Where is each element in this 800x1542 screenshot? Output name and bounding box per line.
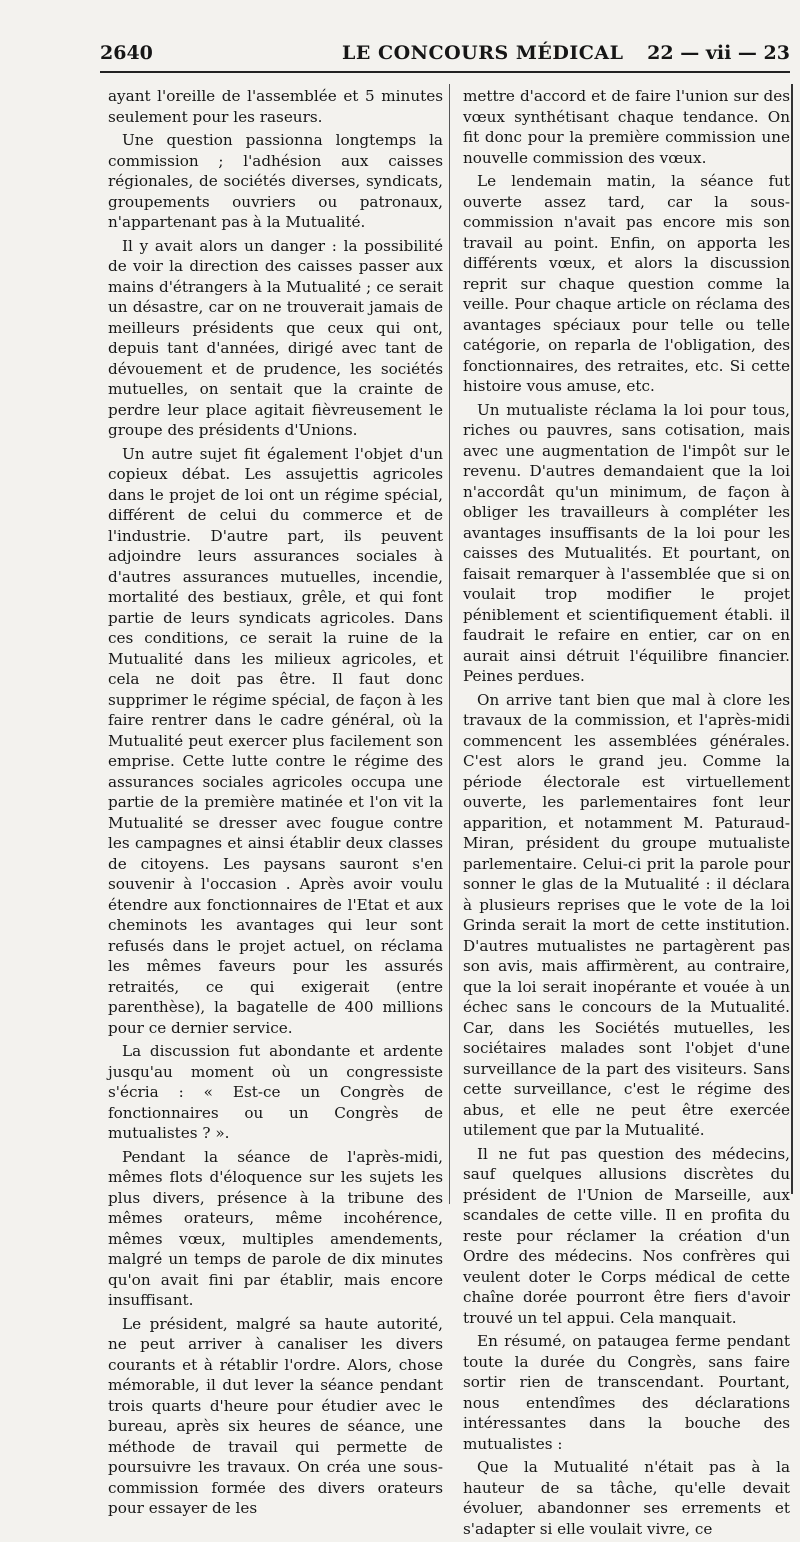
page-number: 2640	[100, 42, 153, 64]
right-column	[463, 86, 790, 1542]
paragraph: Il y avait alors un danger : la possibilité de voir la direction des caisses passer aux mains d'étrangers à la Mutualité ; ce serait un désastre, car on ne trouverait jamais de meilleurs présidents que ceux qui ont, depuis tant d'années, dirigé avec tant de dévouement et de prudence, les sociétés mutuelles, on sentait que la crainte de perdre leur place agitait fièvreusement le groupe des présidents d'Unions.	[108, 236, 443, 439]
paragraph: Pendant la séance de l'après-midi, mêmes flots d'éloquence sur les sujets les plus divers, présence à la tribune des mêmes orateurs, même incohérence, mêmes vœux, multiples amendements, malgré un temps de parole de dix minutes qu'on avait fini par établir, mais encore insuffisant.	[108, 1147, 443, 1309]
paragraph: Il ne fut pas question des médecins, sauf quelques allusions discrètes du président de l'Union de Marseille, aux scandales de cette ville. Il en profita du reste pour réclamer la création d'un Ordre des médecins. Nos confrères qui veulent doter le Corps médical de cette chaîne dorée pourront être fiers d'avoir trouvé un tel appui. Cela manquait.	[463, 1144, 790, 1327]
paragraph: Que la Mutualité n'était pas à la hauteur de sa tâche, qu'elle devait évoluer, abandonner ses errements et s'adapter si elle voulait vivre, ce	[463, 1458, 790, 1538]
page-header	[100, 38, 790, 68]
paragraph: Un autre sujet fit également l'objet d'un copieux débat. Les assujettis agricoles dans le projet de loi ont un régime spécial, différent de celui du commerce et de l'industrie. D'autre part, ils peuvent adjoindre leurs assurances sociales à d'autres assurances mutuelles, incendie, mortalité des bestiaux, grêle, et qui font partie de leurs syndicats agricoles. Dans ces conditions, ce serait la ruine de la Mutualité dans les milieux agricoles, et cela ne doit pas être. Il faut donc supprimer le régime spécial, de façon à les faire rentrer dans le cadre général, où la Mutualité peut exercer plus facilement son emprise. Cette lutte contre le régime des assurances sociales agricoles occupa une partie de la première matinée et l'on vit la Mutualité se dresser avec fougue contre les campagnes et ainsi établir deux classes de citoyens. Les paysans sauront s'en souvenir à l'occasion . Après avoir voulu étendre aux fonctionnaires de l'Etat et aux cheminots les avantages qui leur sont refusés dans le projet actuel, on réclama les mêmes faveurs pour les assurés retraités, ce qui exigerait (entre parenthèse), la bagatelle de 400 millions pour ce dernier service.	[108, 444, 443, 1037]
paragraph: On arrive tant bien que mal à clore les travaux de la commission, et l'après-midi commencent les assemblées générales. C'est alors le grand jeu. Comme la période électorale est virtuellement ouverte, les parlementaires font leur apparition, et notamment M. Paturaud-Miran, président du groupe mutualiste parlementaire. Celui-ci prit la parole pour sonner le glas de la Mutualité : il déclara à plusieurs reprises que le vote de la loi Grinda serait la mort de cette institution. D'autres mutualistes ne partagèrent pas son avis, mais affirmèrent, au contraire, que la loi serait inopérante et vouée à un échec sans le concours de la Mutualité. Car, dans les Sociétés mutuelles, les sociétaires malades sont l'objet d'une surveillance de la part des visiteurs. Sans cette surveillance, c'est le régime des abus, et elle ne peut être exercée utilement que par la Mutualité.	[463, 690, 790, 1139]
paragraph: La discussion fut abondante et ardente jusqu'au moment où un congressiste s'écria : « Est-ce un Congrès de fonctionnaires ou un Congrès de mutualistes ? ».	[108, 1042, 443, 1142]
paragraph: Le lendemain matin, la séance fut ouverte assez tard, car la sous-commission n'avait pas encore mis son travail au point. Enfin, on apporta les différents vœux, et alors la discussion reprit sur chaque question comme la veille. Pour chaque article on réclama des avantages spéciaux pour telle ou telle catégorie, on reparla de l'obligation, des fonctionnaires, des retraites, etc. Si cette histoire vous amuse, etc.	[463, 172, 790, 395]
column-divider	[449, 84, 450, 1204]
issue-date: 22 — vii — 23	[647, 42, 790, 64]
page-edge-rule	[791, 84, 793, 1194]
paragraph: ayant l'oreille de l'assemblée et 5 minutes seulement pour les raseurs.	[108, 87, 443, 126]
paragraph: Une question passionna longtemps la commission ; l'adhésion aux caisses régionales, de sociétés diverses, syndicats, groupements ouvriers ou patronaux, n'appartenant pas à la Mutualité.	[108, 131, 443, 231]
paragraph: Le président, malgré sa haute autorité, ne peut arriver à canaliser les divers courants et à rétablir l'ordre. Alors, chose mémorable, il dut lever la séance pendant trois quarts d'heure pour étudier avec le bureau, après six heures de séance, une méthode de travail qui permette de poursuivre les travaux. On créa une sous-commission formée des divers orateurs pour essayer de les	[108, 1314, 443, 1517]
paragraph: Un mutualiste réclama la loi pour tous, riches ou pauvres, sans cotisation, mais avec une augmentation de l'impôt sur le revenu. D'autres demandaient que la loi n'accordât qu'un minimum, de façon à obliger les travailleurs à compléter les avantages insuffisants de la loi pour les caisses des Mutualités. Et pourtant, on faisait remarquer à l'assemblée que si on voulait trop modifier le projet péniblement et scientifiquement établi. il faudrait le refaire en entier, car on en aurait ainsi détruit l'équilibre financier. Peines perdues.	[463, 400, 790, 685]
paragraph: mettre d'accord et de faire l'union sur des vœux synthétisant chaque tendance. On fit donc pour la première commission une nouvelle commission des vœux.	[463, 87, 790, 167]
header-rule	[100, 71, 790, 73]
paragraph: En résumé, on pataugea ferme pendant toute la durée du Congrès, sans faire sortir rien de transcendant. Pourtant, nous entendîmes des déclarations intéressantes dans la bouche des mutualistes :	[463, 1332, 790, 1453]
journal-title: LE CONCOURS MÉDICAL	[342, 42, 624, 64]
left-column	[108, 86, 443, 1522]
